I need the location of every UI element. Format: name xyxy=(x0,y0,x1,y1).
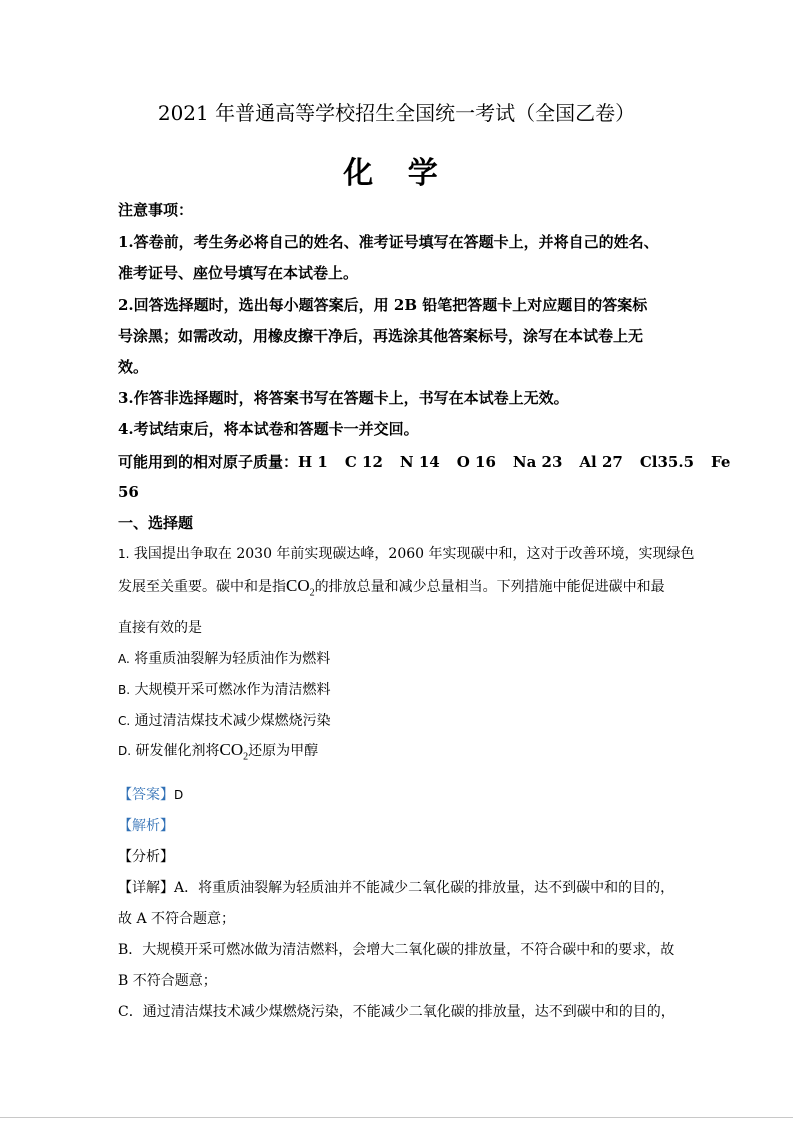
option-letter: A. xyxy=(118,652,130,666)
option-letter: B. xyxy=(118,683,131,697)
question-1-line-1 xyxy=(118,543,695,563)
question-1-line-2 xyxy=(118,576,665,598)
formula-main: CO xyxy=(286,576,310,595)
notice-item-1-line-2: 准考证号、座位号填写在本试卷上。 xyxy=(118,264,359,282)
fe-mass: 56 xyxy=(118,483,139,501)
co2-formula xyxy=(286,576,315,599)
element-mass: O 16 xyxy=(456,453,496,471)
formula-subscript: 2 xyxy=(243,751,249,763)
question-text: 的排放总量和减少总量相当。下列措施中能促进碳中和最 xyxy=(314,579,665,595)
formula-main: CO xyxy=(219,740,244,759)
option-d xyxy=(118,740,318,762)
question-number: 1. xyxy=(118,547,130,561)
atomic-mass-line xyxy=(118,451,730,472)
option-c xyxy=(118,710,331,730)
notice-item-4: 4.考试结束后，将本试卷和答题卡一并交回。 xyxy=(118,420,419,438)
detail-line-2: 故 A 不符合题意； xyxy=(118,911,236,927)
option-b xyxy=(118,679,331,699)
answer-value: D xyxy=(174,788,184,802)
notice-item-2-line-1: 2.回答选择题时，选出每小题答案后，用 2B 铅笔把答题卡上对应题目的答案标 xyxy=(118,296,648,314)
element-mass: C 12 xyxy=(344,453,383,471)
option-a xyxy=(118,648,330,668)
analysis-label: 【解析】 xyxy=(118,818,174,834)
atomic-mass-label: 可能用到的相对原子质量： xyxy=(118,453,299,471)
notice-item-2-line-2: 号涂黑；如需改动，用橡皮擦干净后，再选涂其他答案标号，涂写在本试卷上无 xyxy=(118,327,644,345)
detail-line-1 xyxy=(118,877,674,897)
option-text: 研发催化剂将 xyxy=(135,743,220,759)
answer-label: 【答案】 xyxy=(118,787,174,803)
co2-formula xyxy=(219,740,249,763)
option-text: 大规模开采可燃冰作为清洁燃料 xyxy=(134,682,331,698)
page-bottom-divider xyxy=(0,1117,793,1118)
exam-title: 2021 年普通高等学校招生全国统一考试（全国乙卷） xyxy=(157,101,636,125)
question-text: 我国提出争取在 2030 年前实现碳达峰，2060 年实现碳中和，这对于改善环境，实现绿色 xyxy=(133,546,695,562)
element-mass: Al 27 xyxy=(579,453,623,471)
option-letter: D. xyxy=(118,744,132,758)
element-mass: Na 23 xyxy=(512,453,563,471)
option-text: 通过清洁煤技术减少煤燃烧污染 xyxy=(134,713,331,729)
notice-item-1-line-1: 1.答卷前，考生务必将自己的姓名、准考证号填写在答题卡上，并将自己的姓名、 xyxy=(118,233,659,251)
notice-item-2-line-3: 效。 xyxy=(118,358,149,376)
section-heading: 一、选择题 xyxy=(118,514,194,532)
formula-subscript: 2 xyxy=(309,587,315,599)
element-mass: H 1 xyxy=(298,453,328,471)
element-mass: Fe xyxy=(711,453,731,471)
element-mass: N 14 xyxy=(399,453,440,471)
option-text: 将重质油裂解为轻质油作为燃料 xyxy=(134,651,331,667)
answer-line xyxy=(118,784,183,804)
question-text: 发展至关重要。碳中和是指 xyxy=(118,579,286,595)
detail-line-3: B．大规模开采可燃冰做为清洁燃料，会增大二氧化碳的排放量，不符合碳中和的要求，故 xyxy=(118,942,675,958)
detail-label: 【详解】 xyxy=(118,880,174,896)
detail-text: A．将重质油裂解为轻质油并不能减少二氧化碳的排放量，达不到碳中和的目的， xyxy=(174,880,675,896)
fenxi-label: 【分析】 xyxy=(118,849,174,865)
detail-line-5: C．通过清洁煤技术减少煤燃烧污染，不能减少二氧化碳的排放量，达不到碳中和的目的， xyxy=(118,1004,675,1020)
detail-line-4: B 不符合题意； xyxy=(118,973,217,989)
subject-title: 化 学 xyxy=(343,156,450,191)
notice-heading: 注意事项： xyxy=(118,201,194,219)
notice-item-3: 3.作答非选择题时，将答案书写在答题卡上，书写在本试卷上无效。 xyxy=(118,389,569,407)
option-text: 还原为甲醇 xyxy=(248,743,319,759)
option-letter: C. xyxy=(118,714,131,728)
element-mass: Cl35.5 xyxy=(639,453,695,471)
question-1-line-3: 直接有效的是 xyxy=(118,620,202,636)
